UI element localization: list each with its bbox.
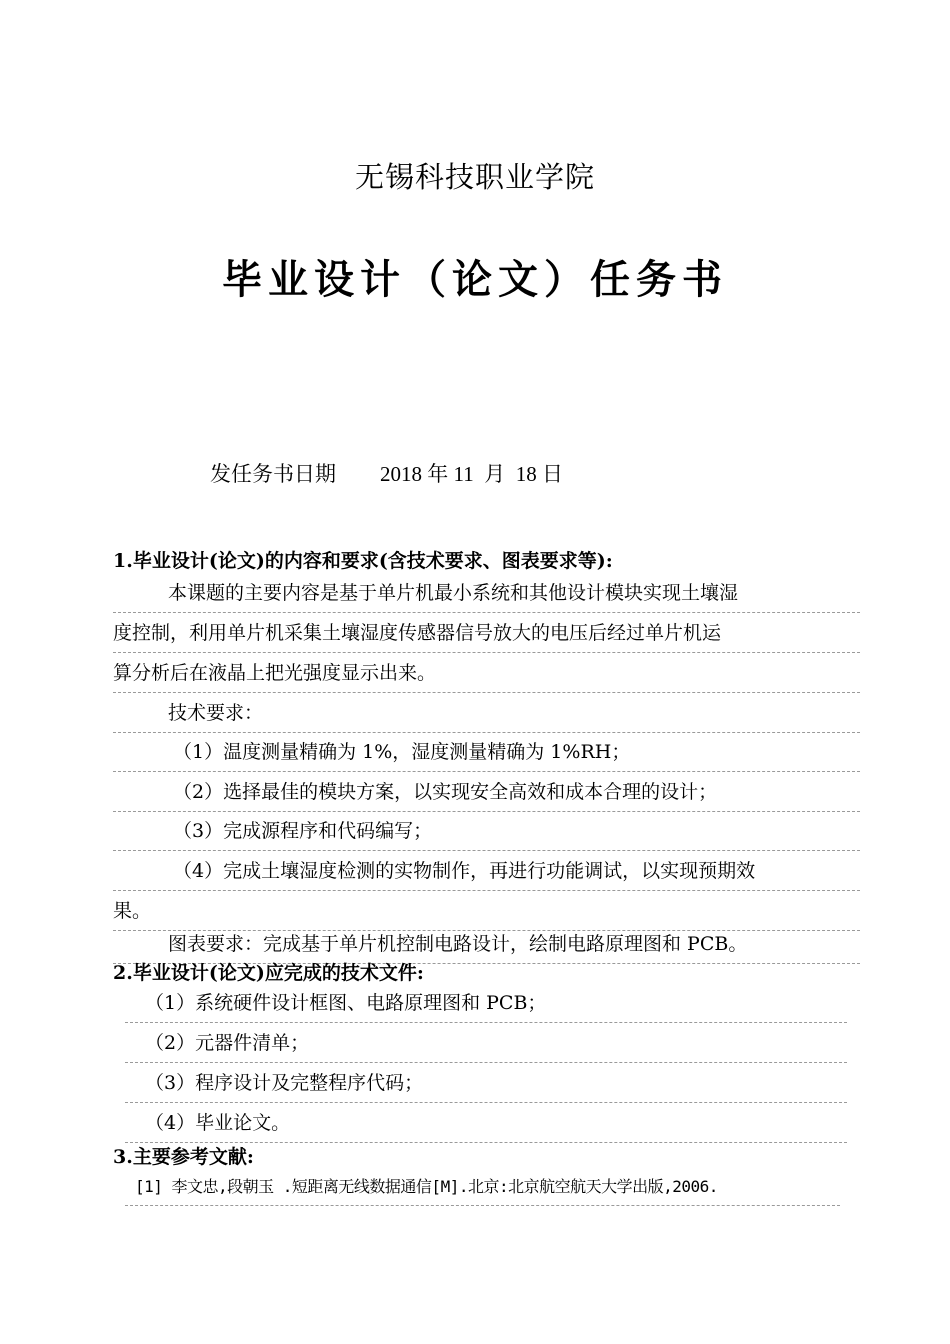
section-1-heading: 1.毕业设计(论文)的内容和要求(含技术要求、图表要求等): [113,550,613,572]
section-1-line: 图表要求：完成基于单片机控制电路设计，绘制电路原理图和 PCB。 [113,924,860,964]
document-title: 毕业设计（论文）任务书 [222,256,728,303]
issue-date-value: 2018 年 11 月 18 日 [380,462,563,486]
section-1-line: 算分析后在液晶上把光强度显示出来。 [113,653,860,693]
school-name: 无锡科技职业学院 [354,160,595,194]
section-3-heading: 3.主要参考文献: [113,1146,254,1168]
section-2-line: （3）程序设计及完整程序代码； [125,1063,847,1103]
reference-item: [1] 李文忠,段朝玉 .短距离无线数据通信[M].北京:北京航空航天大学出版,2006. [125,1168,840,1206]
section-2-line: （4）毕业论文。 [125,1103,847,1143]
section-1-line: 果。 [113,891,860,931]
issue-date-row [210,458,563,488]
section-2-heading: 2.毕业设计(论文)应完成的技术文件: [113,962,424,984]
section-1-line: （4）完成土壤湿度检测的实物制作，再进行功能调试，以实现预期效 [113,851,860,891]
section-1-line: 本课题的主要内容是基于单片机最小系统和其他设计模块实现土壤湿 [113,573,860,613]
section-1-line: （2）选择最佳的模块方案，以实现安全高效和成本合理的设计； [113,772,860,812]
section-1-line: （3）完成源程序和代码编写； [113,811,860,851]
section-1-line: （1）温度测量精确为 1%，湿度测量精确为 1%RH； [113,732,860,772]
section-2-line: （2）元器件清单； [125,1023,847,1063]
section-2-line: （1）系统硬件设计框图、电路原理图和 PCB； [125,983,847,1023]
section-1-line: 度控制，利用单片机采集土壤湿度传感器信号放大的电压后经过单片机运 [113,613,860,653]
section-1-line: 技术要求： [113,693,860,733]
issue-date-label: 发任务书日期 [210,462,336,486]
